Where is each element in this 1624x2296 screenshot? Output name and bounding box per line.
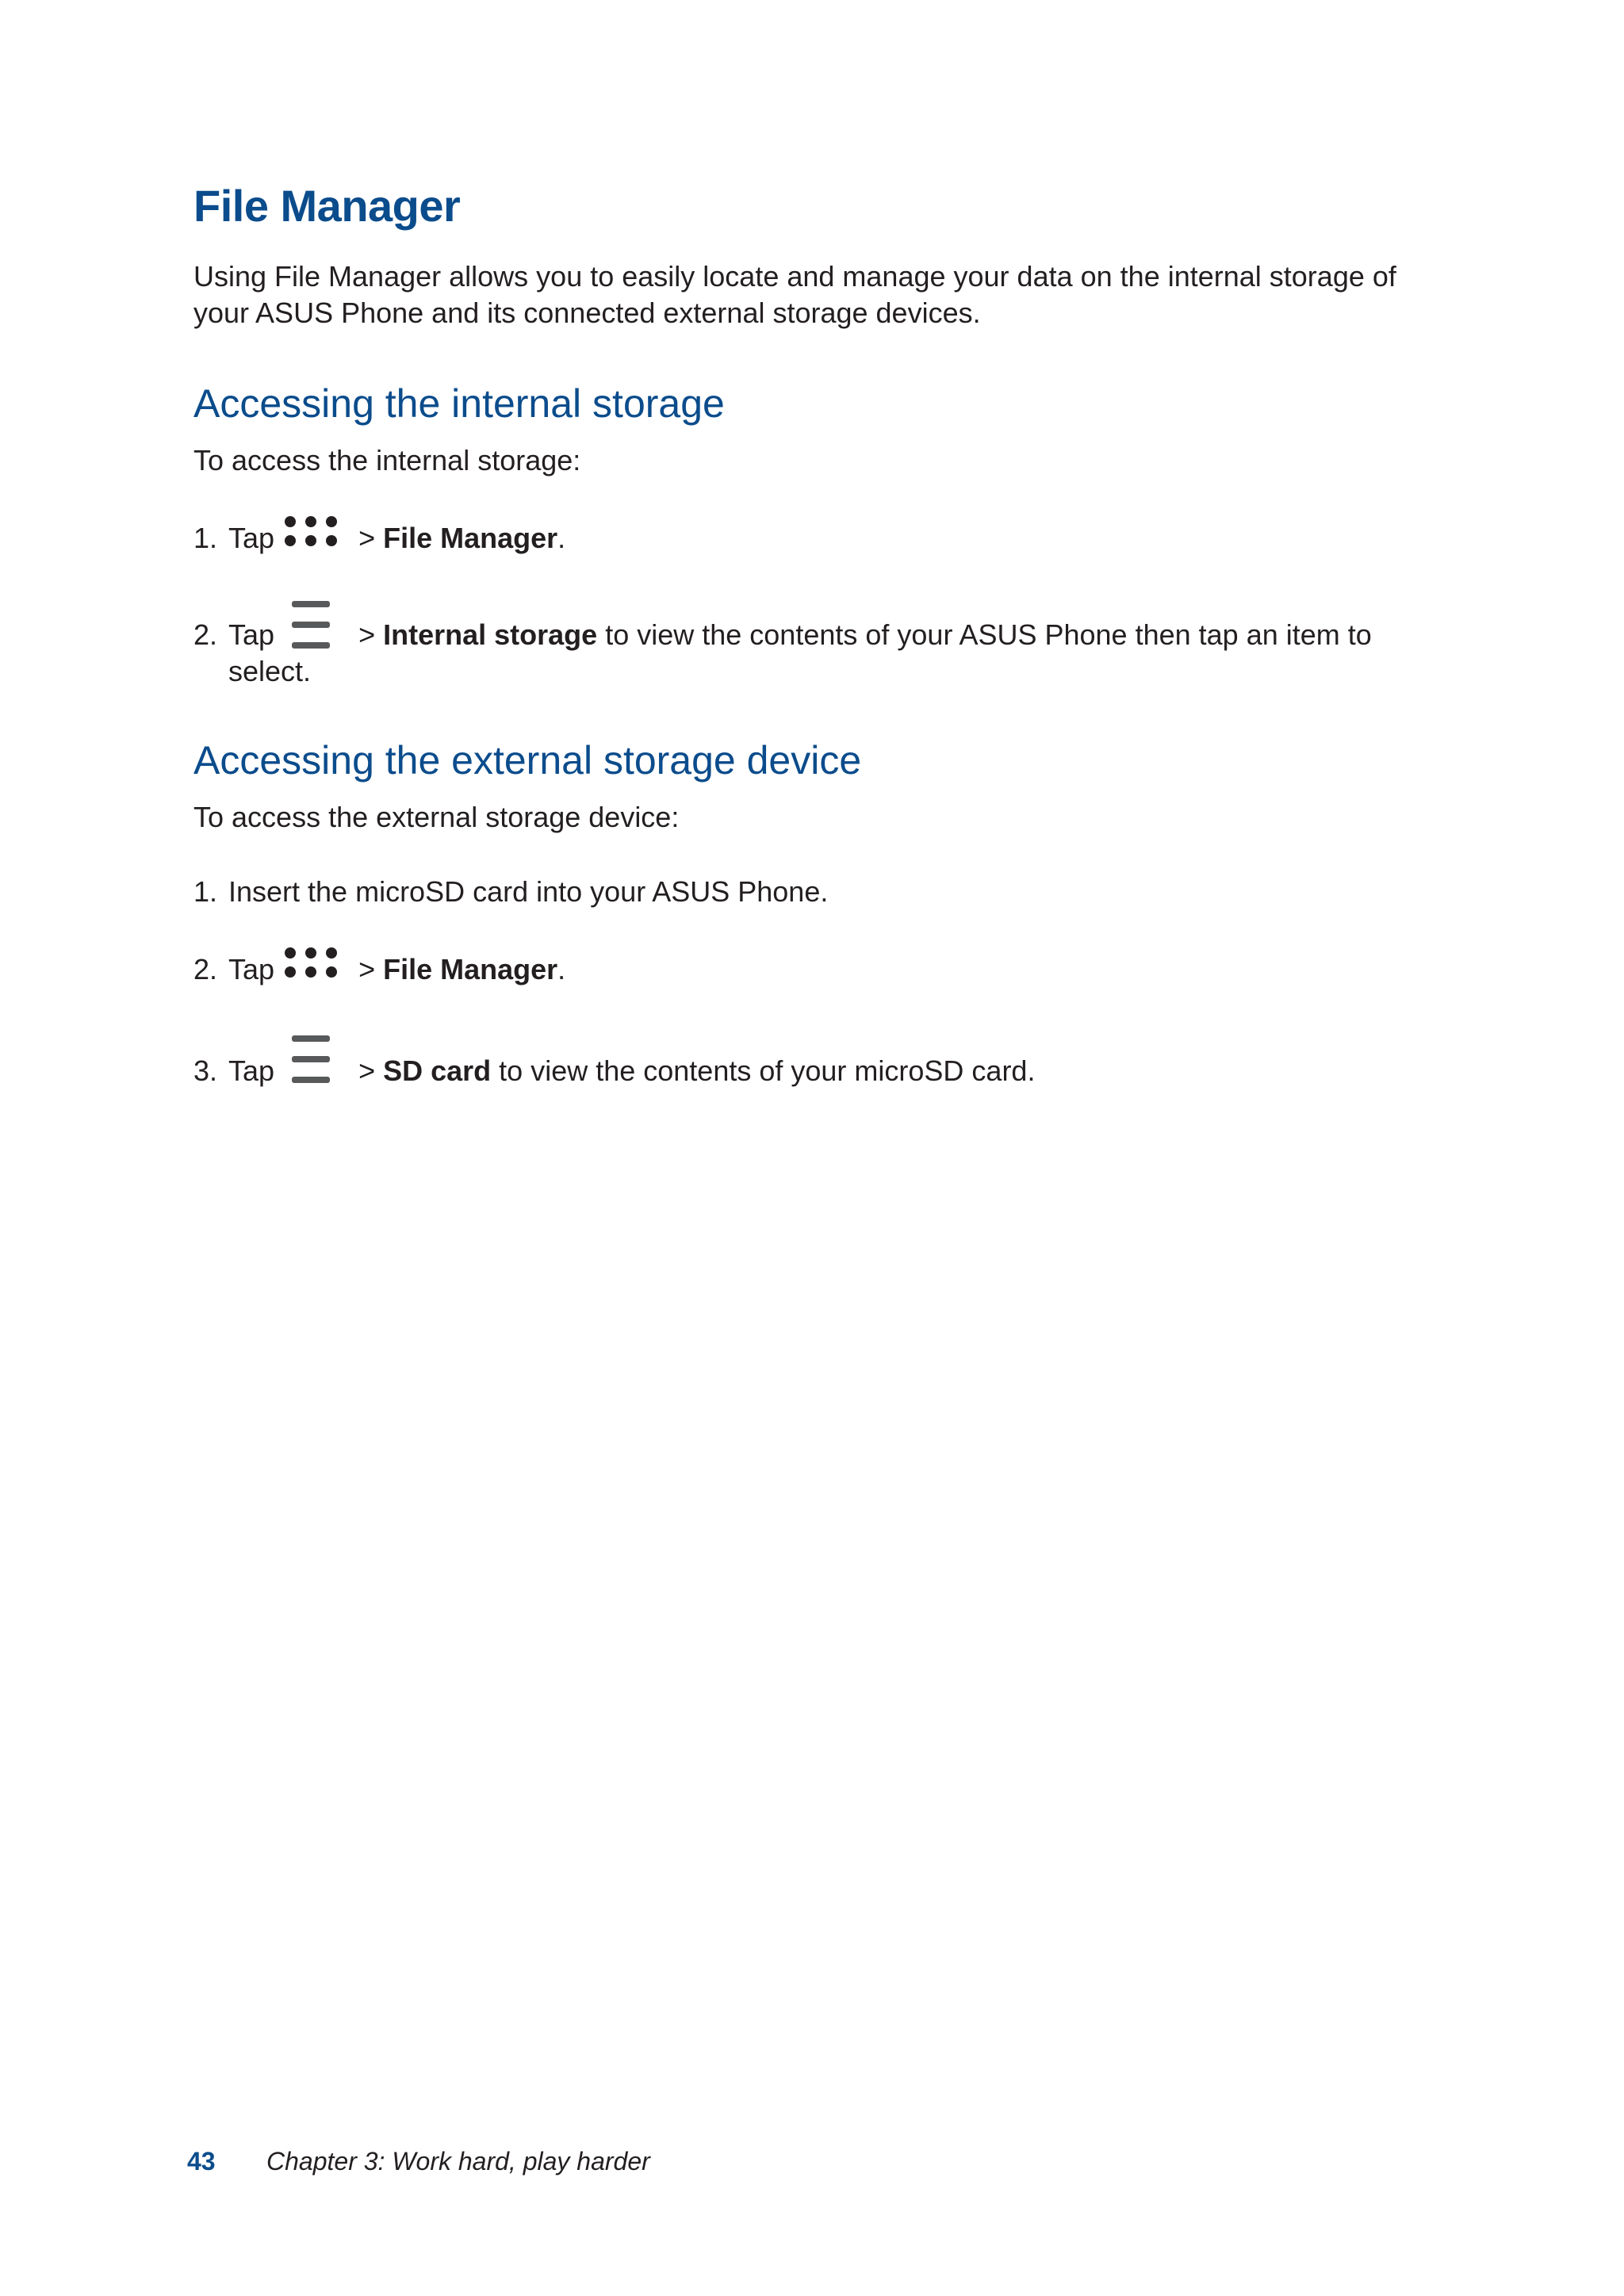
separator: > [358, 618, 376, 651]
internal-lead: To access the internal storage: [193, 444, 581, 476]
external-step-2: 2. Tap > File Manager. [193, 951, 565, 988]
internal-storage-label: Internal storage [383, 618, 598, 651]
step-number: 1. [193, 875, 218, 908]
file-manager-label: File Manager [383, 953, 558, 985]
internal-step-2: 2. Tap > Internal storage to view the contents of your ASUS Phone then tap an item to [193, 617, 1372, 653]
tap-label: Tap [228, 522, 275, 554]
external-step-3: 3. Tap > SD card to view the contents of your microSD card. [193, 1053, 1035, 1089]
internal-step-2-continuation: select. [228, 655, 312, 687]
tap-label: Tap [228, 1054, 275, 1087]
section-heading-external: Accessing the external storage device [193, 738, 862, 783]
external-step-1 [193, 874, 828, 910]
step-text: Insert the microSD card into your ASUS Phone. [228, 875, 829, 908]
all-apps-icon[interactable] [282, 512, 339, 550]
intro-paragraph: Using File Manager allows you to easily locate and manage your data on the internal storage of your ASUS Phone and its connected external storage devices. [193, 260, 1396, 329]
tap-label: Tap [228, 953, 275, 985]
tap-label: Tap [228, 618, 275, 651]
file-manager-label: File Manager [383, 522, 558, 554]
page-title: File Manager [193, 181, 461, 231]
step-number: 1. [193, 522, 218, 554]
section-heading-internal: Accessing the internal storage [193, 381, 725, 426]
internal-step-1: 1. Tap > File Manager. [193, 520, 565, 557]
external-lead: To access the external storage device: [193, 801, 680, 833]
separator: > [358, 953, 376, 985]
step-number: 2. [193, 618, 218, 651]
page-number: 43 [187, 2147, 216, 2175]
all-apps-icon[interactable] [282, 943, 339, 982]
menu-icon[interactable] [290, 1034, 331, 1085]
separator: > [358, 1054, 376, 1087]
step-number: 2. [193, 953, 218, 985]
sd-card-label: SD card [383, 1054, 492, 1087]
chapter-footer: Chapter 3: Work hard, play harder [266, 2147, 650, 2175]
separator: > [358, 522, 376, 554]
menu-icon[interactable] [290, 599, 331, 650]
step-number: 3. [193, 1054, 218, 1087]
